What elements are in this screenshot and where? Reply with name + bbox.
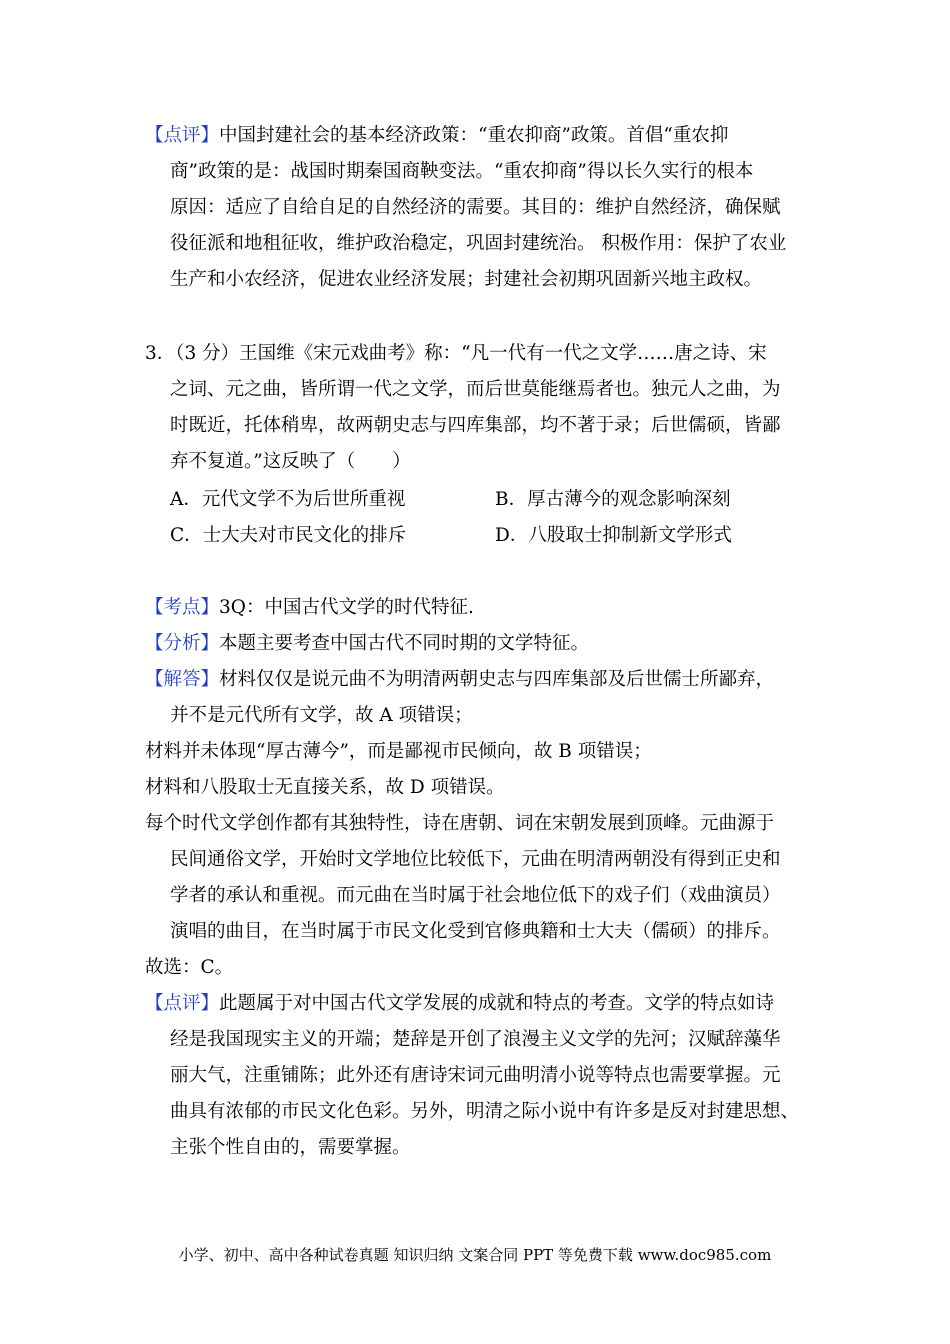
comment-line: 丽大气，注重铺陈；此外还有唐诗宋词元曲明清小说等特点也需要掌握。元 bbox=[170, 1065, 781, 1086]
option-row bbox=[170, 482, 770, 518]
option-d: D．八股取士抑制新文学形式 bbox=[495, 525, 732, 546]
comment-section-1 bbox=[145, 118, 825, 298]
comment-line: 【点评】中国封建社会的基本经济政策：“重农抑商”政策。首倡“重农抑 bbox=[145, 125, 729, 146]
option-c: C．士大夫对市民文化的排斥 bbox=[170, 525, 407, 546]
jieda-line: 材料和八股取士无直接关系，故 D 项错误。 bbox=[145, 777, 505, 798]
jieda-line: 每个时代文学创作都有其独特性，诗在唐朝、词在宋朝发展到顶峰。元曲源于 bbox=[145, 813, 775, 834]
fenxi-tag: 【分析】 bbox=[145, 633, 220, 654]
option-a: A．元代文学不为后世所重视 bbox=[170, 489, 406, 510]
jieda-line: 【解答】材料仅仅是说元曲不为明清两朝史志与四库集部及后世儒士所鄙弃， bbox=[145, 669, 775, 690]
question-stem-line: 弃不复道。”这反映了（ ） bbox=[170, 451, 411, 472]
comment-section-2 bbox=[145, 986, 825, 1166]
jieda-tag: 【解答】 bbox=[145, 669, 220, 690]
comment-tag: 【点评】 bbox=[145, 125, 220, 146]
question-stem-line: 之词、元之曲，皆所谓一代之文学，而后世莫能继焉者也。独元人之曲，为 bbox=[170, 379, 781, 400]
question-3 bbox=[145, 336, 825, 480]
question-stem-line: 时既近，托体稍卑，故两朝史志与四库集部，均不著于录；后世儒硕，皆鄙 bbox=[170, 415, 781, 436]
comment-line: 商”政策的是：战国时期秦国商鞅变法。“重农抑商”得以长久实行的根本 bbox=[170, 161, 754, 182]
jieda-answer: 故选：C。 bbox=[145, 957, 234, 978]
question-stem-line: 3．（3 分）王国维《宋元戏曲考》称：“凡一代有一代之文学……唐之诗、宋 bbox=[145, 343, 767, 364]
jieda-line: 演唱的曲目，在当时属于市民文化受到官修典籍和士大夫（儒硕）的排斥。 bbox=[170, 921, 781, 942]
comment-tag: 【点评】 bbox=[145, 993, 220, 1014]
answer-options bbox=[170, 482, 770, 554]
comment-line: 生产和小农经济，促进农业经济发展；封建社会初期巩固新兴地主政权。 bbox=[170, 269, 763, 290]
comment-line: 曲具有浓郁的市民文化色彩。另外，明清之际小说中有许多是反对封建思想、 bbox=[170, 1101, 800, 1122]
comment-line: 役征派和地租征收，维护政治稳定，巩固封建统治。 积极作用：保护了农业 bbox=[170, 233, 787, 254]
kaodian-tag: 【考点】 bbox=[145, 597, 220, 618]
comment-line: 【点评】此题属于对中国古代文学发展的成就和特点的考查。文学的特点如诗 bbox=[145, 993, 775, 1014]
comment-line: 主张个性自由的，需要掌握。 bbox=[170, 1137, 411, 1158]
comment-line: 经是我国现实主义的开端；楚辞是开创了浪漫主义文学的先河；汉赋辞藻华 bbox=[170, 1029, 781, 1050]
page-footer: 小学、初中、高中各种试卷真题 知识归纳 文案合同 PPT 等免费下载 www.doc985.com bbox=[178, 1246, 772, 1264]
fenxi-line: 【分析】本题主要考查中国古代不同时期的文学特征。 bbox=[145, 633, 590, 654]
analysis-section bbox=[145, 590, 825, 986]
jieda-line: 民间通俗文学，开始时文学地位比较低下，元曲在明清两朝没有得到正史和 bbox=[170, 849, 781, 870]
comment-line: 原因：适应了自给自足的自然经济的需要。其目的：维护自然经济，确保赋 bbox=[170, 197, 781, 218]
jieda-line: 学者的承认和重视。而元曲在当时属于社会地位低下的戏子们（戏曲演员） bbox=[170, 885, 781, 906]
jieda-line: 材料并未体现“厚古薄今”，而是鄙视市民倾向，故 B 项错误； bbox=[145, 741, 652, 762]
option-b: B．厚古薄今的观念影响深刻 bbox=[495, 489, 731, 510]
option-row bbox=[170, 518, 770, 554]
kaodian-line: 【考点】3Q：中国古代文学的时代特征. bbox=[145, 597, 474, 618]
jieda-line: 并不是元代所有文学，故 A 项错误； bbox=[170, 705, 473, 726]
